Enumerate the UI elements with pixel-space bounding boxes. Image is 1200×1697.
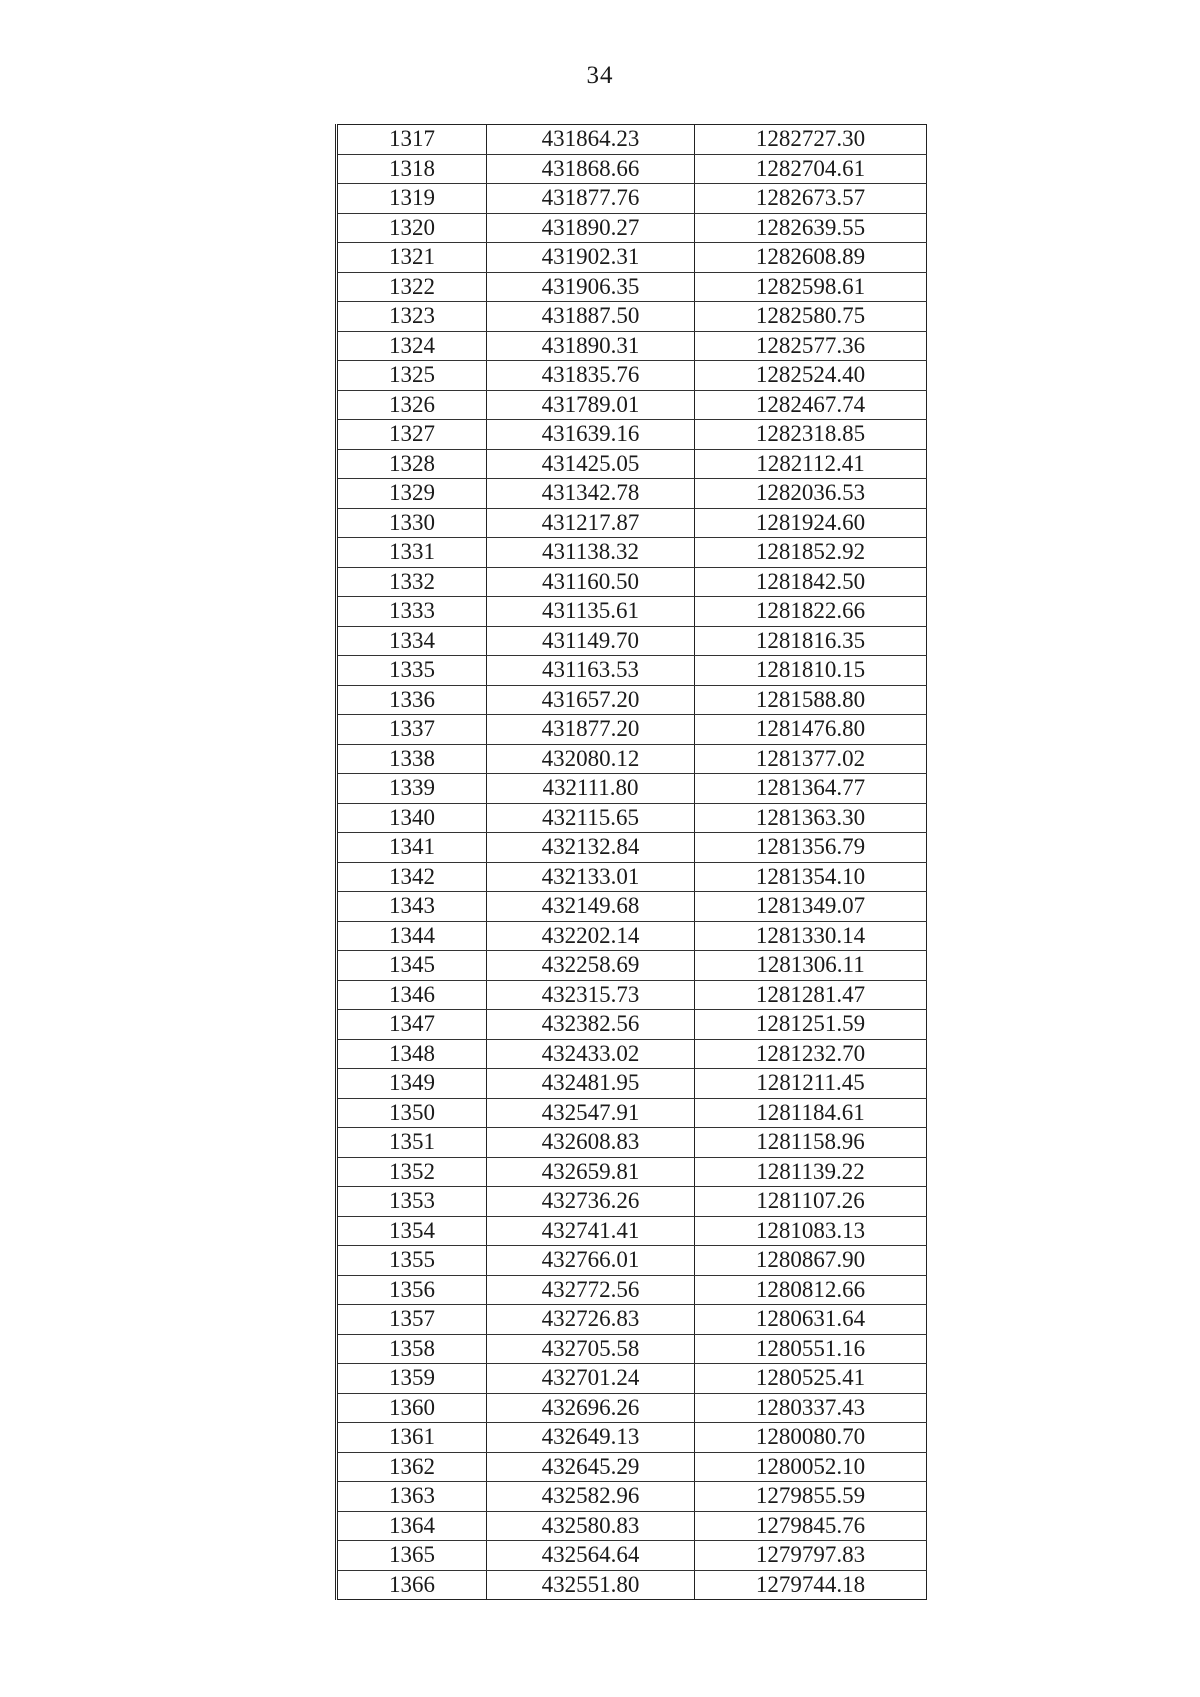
y-coordinate-cell: 1282639.55 [695, 213, 927, 243]
point-number-cell: 1328 [337, 449, 487, 479]
y-coordinate-cell: 1281842.50 [695, 567, 927, 597]
point-number-cell: 1342 [337, 862, 487, 892]
point-number-cell: 1351 [337, 1128, 487, 1158]
table-row [337, 1541, 927, 1571]
x-coordinate-cell: 432202.14 [487, 921, 695, 951]
point-number-cell: 1331 [337, 538, 487, 568]
y-coordinate-cell: 1280337.43 [695, 1393, 927, 1423]
table-row [337, 892, 927, 922]
point-number-cell: 1354 [337, 1216, 487, 1246]
x-coordinate-cell: 432133.01 [487, 862, 695, 892]
point-number-cell: 1347 [337, 1010, 487, 1040]
y-coordinate-cell: 1281232.70 [695, 1039, 927, 1069]
x-coordinate-cell: 432659.81 [487, 1157, 695, 1187]
y-coordinate-cell: 1281330.14 [695, 921, 927, 951]
y-coordinate-cell: 1281924.60 [695, 508, 927, 538]
x-coordinate-cell: 432433.02 [487, 1039, 695, 1069]
x-coordinate-cell: 431657.20 [487, 685, 695, 715]
table-row [337, 862, 927, 892]
x-coordinate-cell: 431425.05 [487, 449, 695, 479]
table-row [337, 1393, 927, 1423]
x-coordinate-cell: 431163.53 [487, 656, 695, 686]
table-row [337, 803, 927, 833]
table-row [337, 833, 927, 863]
y-coordinate-cell: 1281364.77 [695, 774, 927, 804]
y-coordinate-cell: 1280551.16 [695, 1334, 927, 1364]
y-coordinate-cell: 1281184.61 [695, 1098, 927, 1128]
y-coordinate-cell: 1282598.61 [695, 272, 927, 302]
point-number-cell: 1334 [337, 626, 487, 656]
table-row [337, 744, 927, 774]
x-coordinate-cell: 432649.13 [487, 1423, 695, 1453]
point-number-cell: 1332 [337, 567, 487, 597]
point-number-cell: 1359 [337, 1364, 487, 1394]
x-coordinate-cell: 432736.26 [487, 1187, 695, 1217]
x-coordinate-cell: 432580.83 [487, 1511, 695, 1541]
x-coordinate-cell: 432726.83 [487, 1305, 695, 1335]
x-coordinate-cell: 432564.64 [487, 1541, 695, 1571]
table-row [337, 626, 927, 656]
point-number-cell: 1320 [337, 213, 487, 243]
point-number-cell: 1355 [337, 1246, 487, 1276]
point-number-cell: 1330 [337, 508, 487, 538]
point-number-cell: 1319 [337, 184, 487, 214]
y-coordinate-cell: 1281281.47 [695, 980, 927, 1010]
point-number-cell: 1341 [337, 833, 487, 863]
y-coordinate-cell: 1282727.30 [695, 125, 927, 155]
point-number-cell: 1326 [337, 390, 487, 420]
point-number-cell: 1356 [337, 1275, 487, 1305]
x-coordinate-cell: 431868.66 [487, 154, 695, 184]
y-coordinate-cell: 1279855.59 [695, 1482, 927, 1512]
x-coordinate-cell: 432766.01 [487, 1246, 695, 1276]
x-coordinate-cell: 431835.76 [487, 361, 695, 391]
point-number-cell: 1366 [337, 1570, 487, 1600]
y-coordinate-cell: 1279845.76 [695, 1511, 927, 1541]
y-coordinate-cell: 1281816.35 [695, 626, 927, 656]
y-coordinate-cell: 1282608.89 [695, 243, 927, 273]
x-coordinate-cell: 431906.35 [487, 272, 695, 302]
point-number-cell: 1363 [337, 1482, 487, 1512]
y-coordinate-cell: 1281139.22 [695, 1157, 927, 1187]
table-row [337, 597, 927, 627]
point-number-cell: 1362 [337, 1452, 487, 1482]
point-number-cell: 1333 [337, 597, 487, 627]
table-row [337, 1275, 927, 1305]
y-coordinate-cell: 1281211.45 [695, 1069, 927, 1099]
x-coordinate-cell: 432645.29 [487, 1452, 695, 1482]
x-coordinate-cell: 431160.50 [487, 567, 695, 597]
table-row [337, 1069, 927, 1099]
table-row [337, 1039, 927, 1069]
table-row [337, 1010, 927, 1040]
point-number-cell: 1325 [337, 361, 487, 391]
point-number-cell: 1329 [337, 479, 487, 509]
y-coordinate-cell: 1281852.92 [695, 538, 927, 568]
point-number-cell: 1324 [337, 331, 487, 361]
table-row [337, 685, 927, 715]
x-coordinate-cell: 432741.41 [487, 1216, 695, 1246]
x-coordinate-cell: 432696.26 [487, 1393, 695, 1423]
x-coordinate-cell: 431864.23 [487, 125, 695, 155]
point-number-cell: 1323 [337, 302, 487, 332]
y-coordinate-cell: 1280812.66 [695, 1275, 927, 1305]
table-row [337, 1334, 927, 1364]
table-row [337, 774, 927, 804]
table-row [337, 1482, 927, 1512]
table-row [337, 213, 927, 243]
table-row [337, 921, 927, 951]
y-coordinate-cell: 1281107.26 [695, 1187, 927, 1217]
point-number-cell: 1345 [337, 951, 487, 981]
y-coordinate-cell: 1281251.59 [695, 1010, 927, 1040]
y-coordinate-cell: 1282036.53 [695, 479, 927, 509]
table-row [337, 656, 927, 686]
y-coordinate-cell: 1282112.41 [695, 449, 927, 479]
point-number-cell: 1357 [337, 1305, 487, 1335]
x-coordinate-cell: 431342.78 [487, 479, 695, 509]
x-coordinate-cell: 432701.24 [487, 1364, 695, 1394]
x-coordinate-cell: 431902.31 [487, 243, 695, 273]
coordinates-table-body [337, 125, 927, 1600]
x-coordinate-cell: 432132.84 [487, 833, 695, 863]
y-coordinate-cell: 1282467.74 [695, 390, 927, 420]
table-row [337, 302, 927, 332]
point-number-cell: 1365 [337, 1541, 487, 1571]
table-row [337, 1511, 927, 1541]
point-number-cell: 1321 [337, 243, 487, 273]
table-row [337, 1157, 927, 1187]
x-coordinate-cell: 432705.58 [487, 1334, 695, 1364]
y-coordinate-cell: 1282318.85 [695, 420, 927, 450]
x-coordinate-cell: 431639.16 [487, 420, 695, 450]
y-coordinate-cell: 1281363.30 [695, 803, 927, 833]
y-coordinate-cell: 1282580.75 [695, 302, 927, 332]
y-coordinate-cell: 1280052.10 [695, 1452, 927, 1482]
table-row [337, 420, 927, 450]
table-row [337, 951, 927, 981]
point-number-cell: 1338 [337, 744, 487, 774]
table-row [337, 184, 927, 214]
table-row [337, 1098, 927, 1128]
y-coordinate-cell: 1281158.96 [695, 1128, 927, 1158]
table-row [337, 1216, 927, 1246]
y-coordinate-cell: 1281588.80 [695, 685, 927, 715]
table-row [337, 154, 927, 184]
point-number-cell: 1358 [337, 1334, 487, 1364]
y-coordinate-cell: 1279744.18 [755, 1571, 866, 1597]
y-coordinate-cell: 1281083.13 [695, 1216, 927, 1246]
y-coordinate-cell: 1282673.57 [695, 184, 927, 214]
table-row [337, 567, 927, 597]
y-coordinate-cell: 1281822.66 [695, 597, 927, 627]
y-coordinate-cell: 1282524.40 [695, 361, 927, 391]
x-coordinate-cell: 431789.01 [487, 390, 695, 420]
point-number-cell: 1339 [337, 774, 487, 804]
point-number-cell: 1343 [337, 892, 487, 922]
y-coordinate-cell: 1282577.36 [695, 331, 927, 361]
table-row [337, 1423, 927, 1453]
table-row [337, 1305, 927, 1335]
y-coordinate-cell: 1280867.90 [695, 1246, 927, 1276]
y-coordinate-cell: 1281349.07 [695, 892, 927, 922]
y-coordinate-cell: 1281810.15 [695, 656, 927, 686]
point-number-cell: 1340 [337, 803, 487, 833]
y-coordinate-cell: 1282704.61 [695, 154, 927, 184]
table-row [337, 715, 927, 745]
y-coordinate-cell: 1280631.64 [695, 1305, 927, 1335]
point-number-cell: 1346 [337, 980, 487, 1010]
x-coordinate-cell: 431135.61 [487, 597, 695, 627]
point-number-cell: 1353 [337, 1187, 487, 1217]
y-coordinate-cell: 1281354.10 [695, 862, 927, 892]
x-coordinate-cell: 432258.69 [487, 951, 695, 981]
table-row [337, 1246, 927, 1276]
x-coordinate-cell: 431217.87 [487, 508, 695, 538]
x-coordinate-cell: 431877.76 [487, 184, 695, 214]
y-coordinate-cell: 1281476.80 [695, 715, 927, 745]
point-number-cell: 1327 [337, 420, 487, 450]
x-coordinate-cell: 432149.68 [487, 892, 695, 922]
table-row [337, 449, 927, 479]
x-coordinate-cell: 432551.80 [487, 1570, 695, 1600]
x-coordinate-cell: 432481.95 [487, 1069, 695, 1099]
x-coordinate-cell: 431149.70 [487, 626, 695, 656]
y-coordinate-cell: 1281377.02 [695, 744, 927, 774]
x-coordinate-cell: 431877.20 [487, 715, 695, 745]
coordinates-table [335, 124, 927, 1600]
table-row [337, 1452, 927, 1482]
x-coordinate-cell: 432772.56 [487, 1275, 695, 1305]
table-row [337, 243, 927, 273]
point-number-cell: 1337 [337, 715, 487, 745]
x-coordinate-cell: 431138.32 [487, 538, 695, 568]
x-coordinate-cell: 432382.56 [487, 1010, 695, 1040]
point-number-cell: 1335 [337, 656, 487, 686]
x-coordinate-cell: 432582.96 [487, 1482, 695, 1512]
table-row [337, 508, 927, 538]
table-row [337, 538, 927, 568]
x-coordinate-cell: 431890.27 [487, 213, 695, 243]
point-number-cell: 1318 [337, 154, 487, 184]
y-coordinate-cell: 1281306.11 [695, 951, 927, 981]
table-row [337, 390, 927, 420]
point-number-cell: 1322 [337, 272, 487, 302]
y-coordinate-cell: 1280080.70 [695, 1423, 927, 1453]
point-number-cell: 1352 [337, 1157, 487, 1187]
y-coordinate-cell: 1280525.41 [695, 1364, 927, 1394]
point-number-cell: 1348 [337, 1039, 487, 1069]
table-row [337, 1128, 927, 1158]
point-number-cell: 1364 [337, 1511, 487, 1541]
table-row [337, 1364, 927, 1394]
table-row [337, 331, 927, 361]
x-coordinate-cell: 431887.50 [487, 302, 695, 332]
point-number-cell: 1317 [337, 125, 487, 155]
point-number-cell: 1350 [337, 1098, 487, 1128]
point-number-cell: 1361 [337, 1423, 487, 1453]
x-coordinate-cell: 432111.80 [487, 774, 695, 804]
x-coordinate-cell: 432115.65 [487, 803, 695, 833]
table-row [337, 272, 927, 302]
table-row [337, 1570, 927, 1600]
page-number: 34 [586, 62, 614, 89]
point-number-cell: 1349 [337, 1069, 487, 1099]
y-coordinate-cell: 1279797.83 [695, 1541, 927, 1571]
point-number-cell: 1336 [337, 685, 487, 715]
x-coordinate-cell: 432080.12 [487, 744, 695, 774]
table-row [337, 479, 927, 509]
y-coordinate-cell: 1281356.79 [695, 833, 927, 863]
x-coordinate-cell: 432547.91 [487, 1098, 695, 1128]
x-coordinate-cell: 431890.31 [487, 331, 695, 361]
table-row [337, 1187, 927, 1217]
x-coordinate-cell: 432608.83 [487, 1128, 695, 1158]
table-row [337, 980, 927, 1010]
table-row [337, 125, 927, 155]
x-coordinate-cell: 432315.73 [487, 980, 695, 1010]
point-number-cell: 1344 [337, 921, 487, 951]
point-number-cell: 1360 [337, 1393, 487, 1423]
table-row [337, 361, 927, 391]
